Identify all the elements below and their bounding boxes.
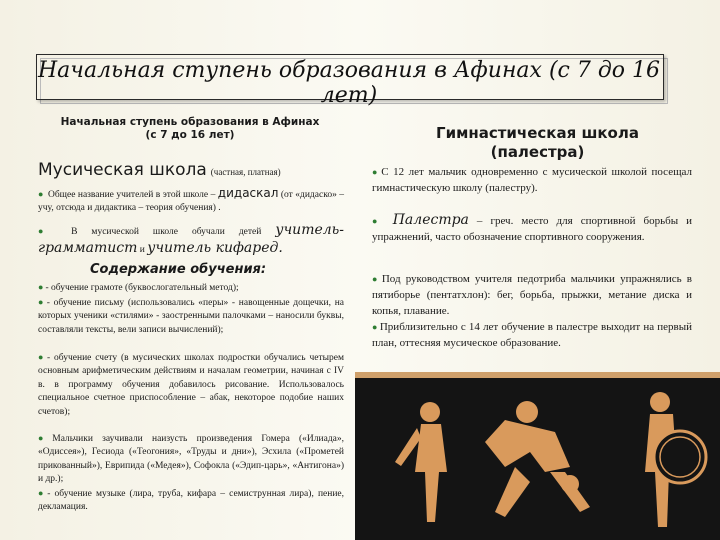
paragraph-teachers [38, 222, 344, 258]
bullet-icon: ● [38, 297, 45, 307]
item-writing: ● - обучение письму (использовались «перы» - навощенные дощечки, на которых ученики «стилями» - заостренными палочками – наносили буквы, составляли тексты, вели записи вычислений); [38, 297, 344, 335]
gym-heading-line-1: Гимнастическая школа [436, 124, 639, 142]
gym-school-heading [375, 124, 700, 162]
bullet-icon: ● [372, 322, 378, 332]
gym-paragraph-3: ● Под руководством учителя педотриба мальчики упражнялись в пятиборье (пентатхлон): бег, борьба, прыжки, метание диска и копья, плавание. [372, 273, 692, 317]
palestra-term: Палестра [392, 212, 469, 228]
bullet-icon: ● [38, 282, 44, 292]
subtitle-line-2: (с 7 до 16 лет) [145, 129, 235, 141]
greek-vase-painting [355, 372, 720, 540]
didaskal-term: дидаскал [217, 186, 279, 200]
bullet-icon: ● [38, 352, 45, 362]
music-school-title: Мусическая школа [38, 160, 207, 180]
music-school-note: (частная, платная) [210, 167, 281, 177]
teacher-grammatist: учитель-грамматист [38, 222, 345, 256]
bullet-icon: ● [372, 216, 383, 226]
item-counting: ● - обучение счету (в мусических школах подростки обучались четырем основным арифметическим действиям и началам геометрии, начиная с IV в. в программу обучения добавилось рисование. Использовалось специальное счетное приспособление – абак, некоторое подобие наших счетов); [38, 352, 344, 417]
item-literacy: ● - обучение грамоте (буквослогательный метод); [38, 282, 239, 293]
bullet-icon: ● [372, 274, 380, 284]
subtitle-line-1: Начальная ступень образования в Афинах [60, 116, 320, 128]
teachers-text-c: и [139, 245, 145, 255]
bullet-icon: ● [38, 226, 56, 236]
paragraph-didaskal [38, 187, 344, 216]
subtitle [40, 116, 340, 142]
contents-heading: Содержание обучения: [90, 262, 267, 277]
gym-paragraph-4: ● Приблизительно с 14 лет обучение в палестре выходит на первый план, оттесняя мусическое образование. [372, 321, 693, 349]
slide-title: Начальная ступень образования в Афинах (с 7 до 16 лет) [37, 58, 661, 108]
bullet-icon: ● [38, 433, 51, 443]
bullet-icon: ● [38, 189, 44, 199]
bullet-icon: ● [38, 488, 46, 498]
didaskal-text-a: Общее название учителей в этой школе – [47, 190, 216, 200]
gym-paragraph-1: ● С 12 лет мальчик одновременно с мусической школой посещал гимнастическую школу (палестру). [372, 166, 693, 194]
item-memorize: ● Мальчики заучивали наизусть произведения Гомера («Илиада», «Одиссея»), Гесиода («Теогония», «Труды и дни»), Эсхила («Прометей прикованный»), Еврипида («Медея»), Софокла («Эдип-царь», «Антигона») и др.); [38, 433, 345, 485]
item-music: ● - обучение музыке (лира, труба, кифара – семиструнная лира), пение, декламация. [38, 488, 344, 513]
music-school-heading [38, 160, 358, 180]
teachers-text-a: В мусической школе обучали детей [71, 227, 262, 237]
teacher-kifared: учитель кифаред. [147, 240, 283, 256]
bullet-icon: ● [372, 167, 380, 177]
gym-paragraph-2: ● Палестра – греч. место для спортивной борьбы и упражнений, часто обозначение спортивного сооружения. [372, 212, 692, 243]
didaskal-text-c: (от «дидаско» – учу, отсюда и дидактика – теория обучения) . [38, 190, 345, 214]
gym-heading-line-2: (палестра) [490, 143, 585, 161]
